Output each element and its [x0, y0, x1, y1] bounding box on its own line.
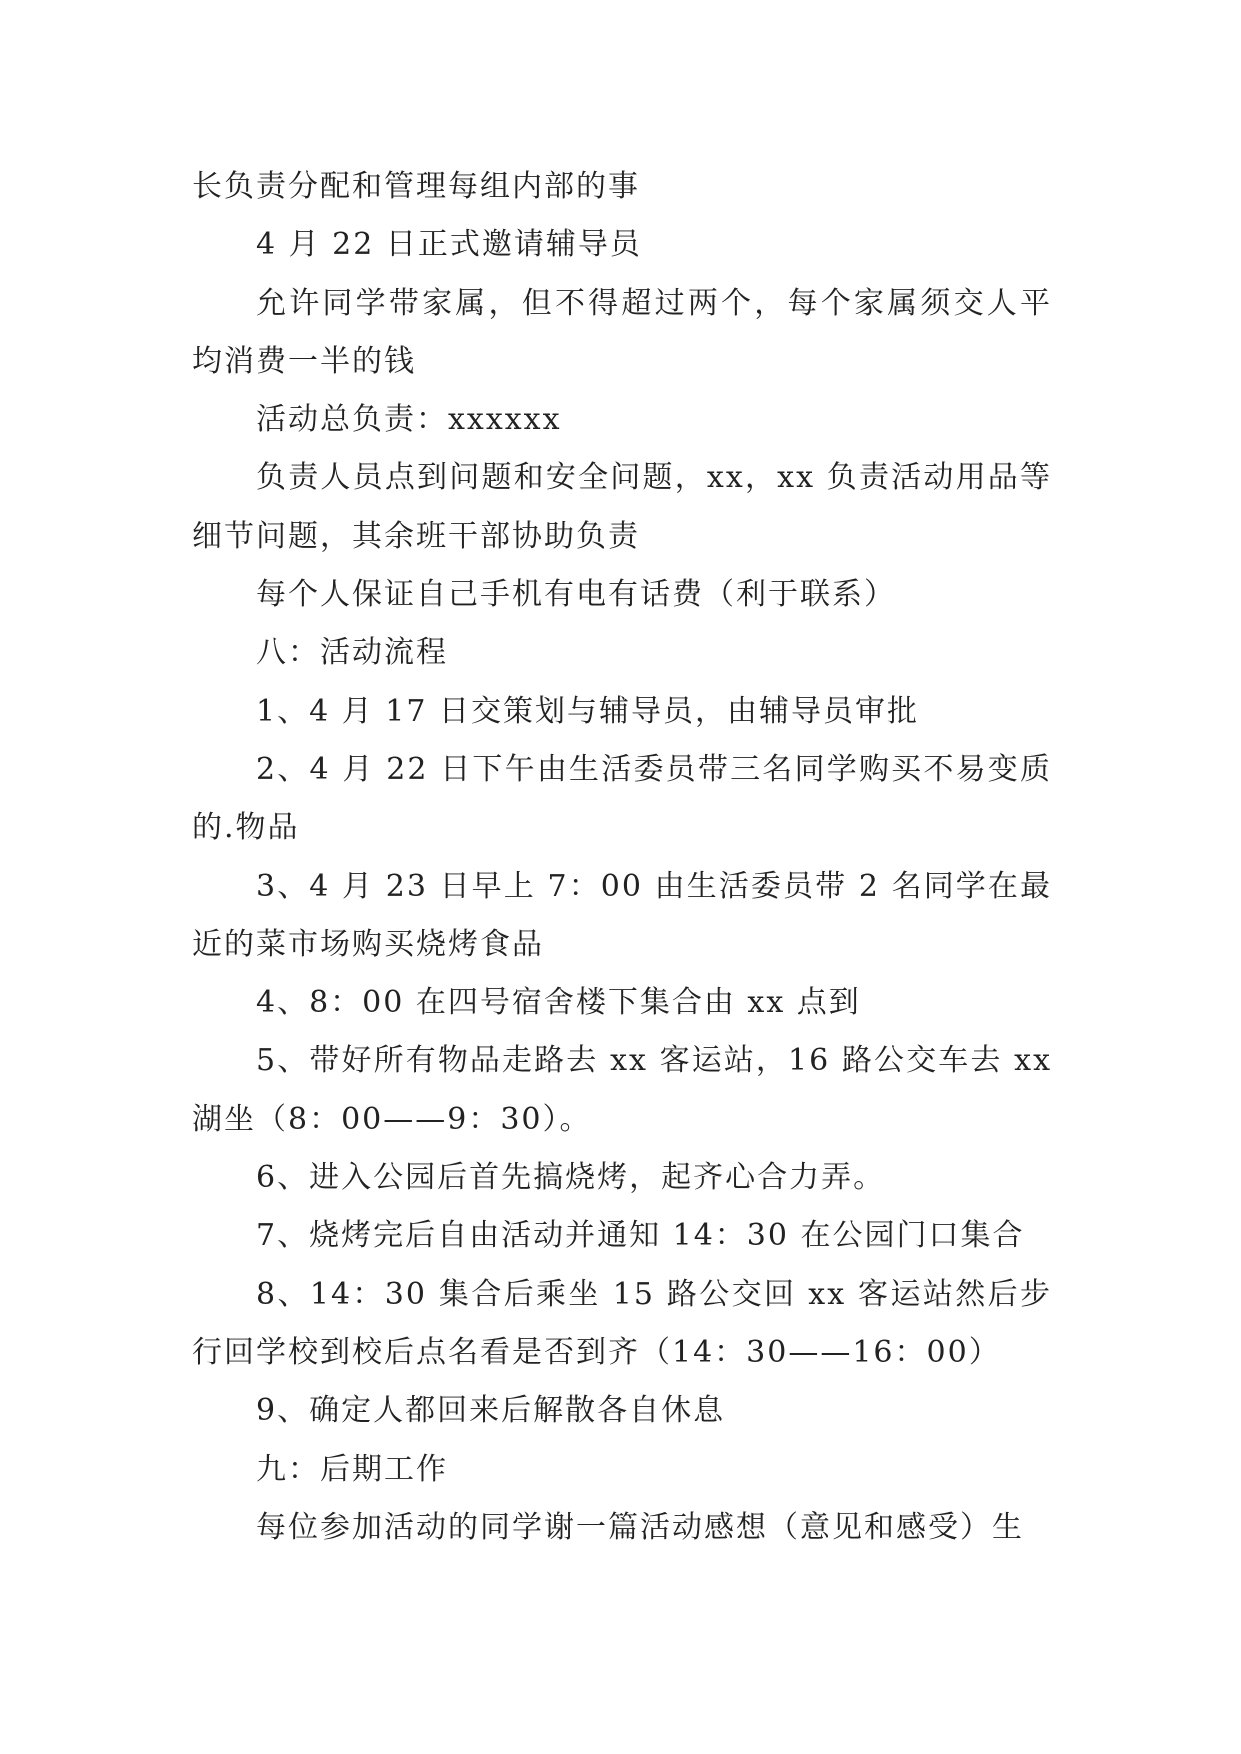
list-item: 7、烧烤完后自由活动并通知 14：30 在公园门口集合 [256, 1218, 1025, 1254]
list-item: 2、4 月 22 日下午由生活委员带三名同学购买不易变质的.物品 [192, 751, 1052, 846]
list-item: 8、14：30 集合后乘坐 15 路公交回 xx 客运站然后步行回学校到校后点名看是否到齐（14：30——16：00） [192, 1276, 1052, 1370]
paragraph: 负责人员点到问题和安全问题，xx，xx 负责活动用品等细节问题，其余班干部协助负责 [192, 460, 1052, 554]
paragraph: 每位参加活动的同学谢一篇活动感想（意见和感受）生 [256, 1509, 1024, 1545]
list-item: 1、4 月 17 日交策划与辅导员，由辅导员审批 [256, 693, 919, 729]
paragraph: 每个人保证自己手机有电有话费（利于联系） [256, 577, 896, 613]
section-heading: 八：活动流程 [256, 635, 448, 671]
list-item: 5、带好所有物品走路去 xx 客运站，16 路公交车去 xx 湖坐（8：00——9：30）。 [192, 1043, 1052, 1137]
list-item: 3、4 月 23 日早上 7：00 由生活委员带 2 名同学在最近的菜市场购买烧烤食品 [192, 868, 1052, 962]
paragraph: 允许同学带家属，但不得超过两个，每个家属须交人平均消费一半的钱 [192, 285, 1052, 379]
list-item: 6、进入公园后首先搞烧烤，起齐心合力弄。 [256, 1160, 886, 1196]
paragraph: 长负责分配和管理每组内部的事 [192, 169, 640, 204]
section-heading: 九：后期工作 [256, 1451, 448, 1487]
document-body [192, 158, 1052, 1557]
list-item: 4、8：00 在四号宿舍楼下集合由 xx 点到 [256, 985, 861, 1021]
paragraph: 4 月 22 日正式邀请辅导员 [256, 227, 642, 263]
paragraph: 活动总负责：xxxxxx [256, 402, 562, 438]
list-item: 9、确定人都回来后解散各自休息 [256, 1393, 726, 1429]
